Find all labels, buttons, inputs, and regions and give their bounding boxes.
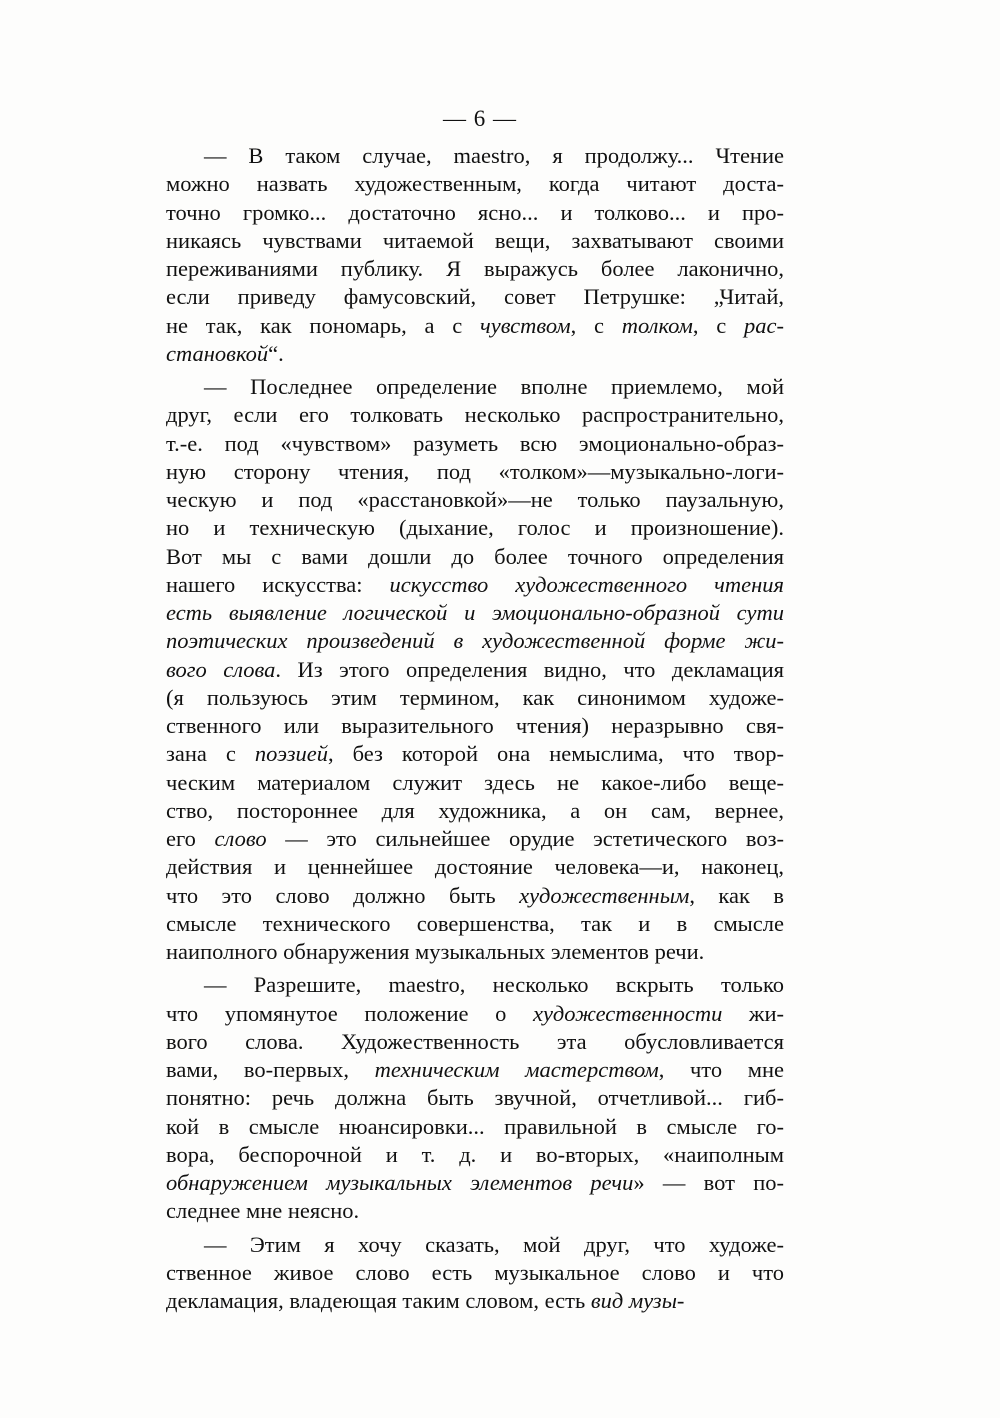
text-line: вора, беспорочной и т. д. и во-вторых, «наиполным [166, 1141, 784, 1167]
text-line: кой в смысле нюансировки... правильной в смысле го- [166, 1113, 784, 1139]
text-line: ство, постороннее для художника, а он сам, вернее, [166, 797, 784, 823]
text-line: — Разрешите, maestro, несколько вскрыть только [204, 972, 784, 998]
text-line: смысле технического совершенства, так и в смысле [166, 910, 784, 936]
text-line: поэтических произведений в художественной форме жи- [166, 628, 784, 654]
page-number: — 6 — [443, 106, 517, 131]
text-line: зана с поэзией, без которой она немыслима, что твор- [166, 741, 784, 767]
text-line: что упомянутое положение о художественности жи- [166, 1000, 784, 1026]
paragraph [166, 373, 784, 966]
text-line: действия и ценнейшее достояние человека—и, наконец, [166, 854, 784, 880]
text-line: есть выявление логической и эмоционально-образной сути [166, 600, 784, 625]
text-line: обнаружением музыкальных элементов речи» — вот по- [166, 1170, 784, 1195]
text-line: понятно: речь должна быть звучной, отчетливой... гиб- [166, 1085, 784, 1111]
text-line: но и техническую (дыхание, голос и произношение). [166, 515, 784, 541]
paragraph [166, 1231, 784, 1316]
text-line: что это слово должно быть художественным, как в [166, 882, 784, 908]
text-line: т.-е. под «чувством» разуметь всю эмоционально-образ- [166, 430, 784, 456]
text-line: вого слова. Художественность эта обусловливается [166, 1028, 784, 1054]
text-line: следнее мне неясно. [166, 1198, 360, 1224]
text-line: никаясь чувствами читаемой вещи, захватывают своими [166, 227, 784, 253]
text-line: Вот мы с вами дошли до более точного определения [166, 543, 784, 569]
text-line: ственного или выразительного чтения) неразрывно свя- [166, 713, 784, 738]
text-line: ческим материалом служит здесь не какое-либо веще- [166, 769, 784, 795]
text-line: переживаниями публику. Я выражусь более лаконично, [166, 256, 784, 281]
text-line: — Этим я хочу сказать, мой друг, что художе- [204, 1231, 784, 1257]
paragraph [166, 971, 784, 1225]
text-line: ную сторону чтения, под «толком»—музыкально-логи- [166, 458, 784, 484]
text-line: — В таком случае, maestro, я продолжу... Чтение [204, 143, 784, 168]
paragraph [166, 142, 784, 368]
text-line: его слово — это сильнейшее орудие эстетического воз- [166, 826, 784, 851]
text-line: не так, как пономарь, а с чувством, с толком, с рас- [166, 312, 784, 338]
text-line: нашего искусства: искусство художественного чтения [166, 571, 784, 597]
body-text [166, 142, 784, 1315]
text-line: ственное живое слово есть музыкальное слово и что [166, 1259, 784, 1285]
text-line: наиполного обнаружения музыкальных элементов речи. [166, 939, 705, 964]
text-line: (я пользуюсь этим термином, как синонимом художе- [166, 684, 784, 710]
text-line: можно назвать художественным, когда читают доста- [166, 171, 784, 197]
text-line: декламация, владеющая таким словом, есть вид музы- [166, 1288, 685, 1313]
text-line: если приведу фамусовский, совет Петрушке: „Читай, [166, 284, 784, 310]
text-line: — Последнее определение вполне приемлемо, мой [204, 374, 784, 399]
text-line: становкой“. [166, 340, 284, 366]
text-line: точно громко... достаточно ясно... и толково... и про- [166, 199, 784, 225]
text-line: вами, во-первых, техническим мастерством, что мне [166, 1057, 784, 1082]
text-line: вого слова. Из этого определения видно, что декламация [166, 656, 784, 682]
text-line: ческую и под «расстановкой»—не только паузальную, [166, 487, 784, 512]
text-line: друг, если его толковать несколько распространительно, [166, 402, 784, 428]
